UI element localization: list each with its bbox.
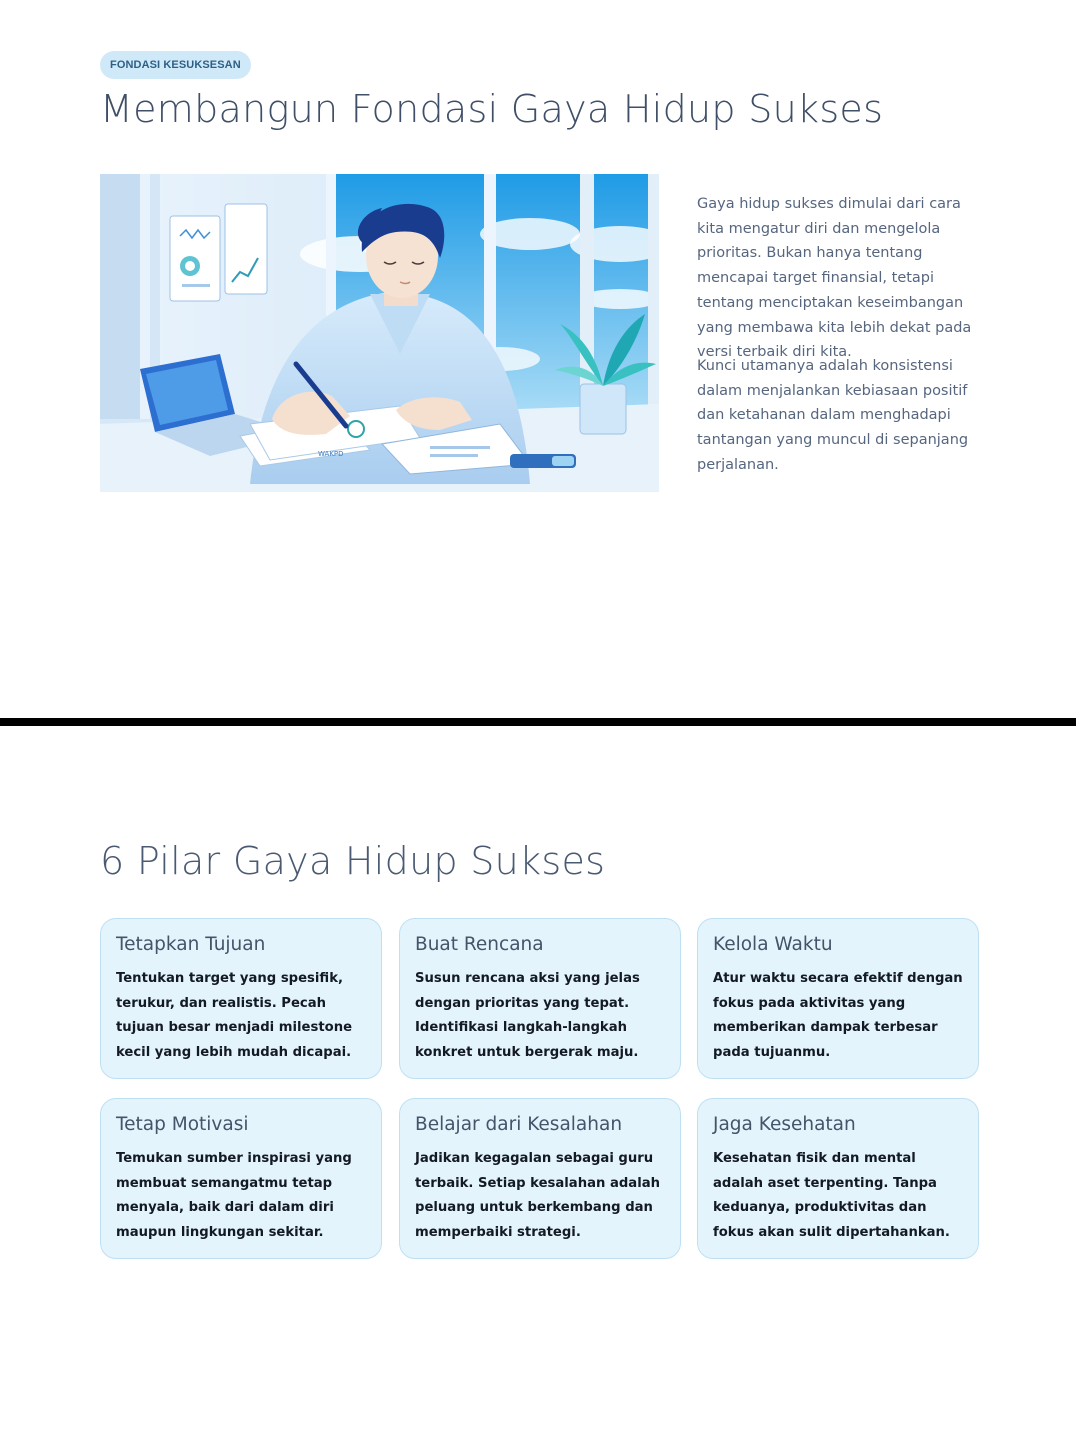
intro-paragraph-2: Kunci utamanya adalah konsistensi dalam menjalankan kebiasaan positif dan ketahanan dalam menghadapi tantangan yang muncul di sepanjang perjalanan. (697, 357, 969, 473)
pillar-title: Kelola Waktu (713, 934, 833, 955)
pillar-title: Jaga Kesehatan (713, 1114, 856, 1135)
pillar-description: Susun rencana aksi yang jelas dengan prioritas yang tepat. Identifikasi langkah-langkah konkret untuk bergerak maju. (415, 971, 640, 1061)
pillar-description: Jadikan kegagalan sebagai guru terbaik. Setiap kesalahan adalah peluang untuk berkembang dan memperbaiki strategi. (415, 1151, 661, 1241)
section-badge: FONDASI KESUKSESAN (100, 51, 251, 79)
page-divider (0, 718, 1076, 726)
page-one (0, 0, 1076, 720)
intro-paragraph-1: Gaya hidup sukses dimulai dari cara kita mengatur diri dan mengelola prioritas. Bukan hanya tentang mencapai target finansial, tetapi tentang menciptakan keseimbangan yang membawa kita lebih dekat pada versi terbaik diri kita. (697, 196, 972, 361)
pillar-title: Belajar dari Kesalahan (415, 1114, 623, 1135)
pillar-description: Temukan sumber inspirasi yang membuat semangatmu tetap menyala, baik dari dalam diri maupun lingkungan sekitar. (116, 1151, 352, 1241)
pillars-title: 6 Pilar Gaya Hidup Sukses (100, 839, 606, 883)
illustration-man-writing-at-desk (100, 174, 659, 492)
pillar-title: Tetapkan Tujuan (116, 934, 266, 955)
pillar-card-kelola-waktu (697, 918, 979, 1079)
document-label: WAKPD (318, 450, 344, 458)
page-two (0, 726, 1076, 1456)
pillar-title: Tetap Motivasi (116, 1114, 249, 1135)
pillar-card-tetap-motivasi (100, 1098, 382, 1259)
pillar-title: Buat Rencana (415, 934, 544, 955)
pillar-card-tetapkan-tujuan (100, 918, 382, 1079)
pillar-card-belajar-dari-kesalahan (399, 1098, 681, 1259)
pillar-description: Atur waktu secara efektif dengan fokus pada aktivitas yang memberikan dampak terbesar pada tujuanmu. (713, 971, 963, 1061)
intro-text (697, 192, 987, 477)
pillar-description: Tentukan target yang spesifik, terukur, dan realistis. Pecah tujuan besar menjadi milestone kecil yang lebih mudah dicapai. (116, 971, 353, 1061)
pillar-card-jaga-kesehatan (697, 1098, 979, 1259)
pillar-card-buat-rencana (399, 918, 681, 1079)
pillar-description: Kesehatan fisik dan mental adalah aset terpenting. Tanpa keduanya, produktivitas dan fokus akan sulit dipertahankan. (713, 1151, 950, 1241)
page-title: Membangun Fondasi Gaya Hidup Sukses (100, 87, 884, 131)
